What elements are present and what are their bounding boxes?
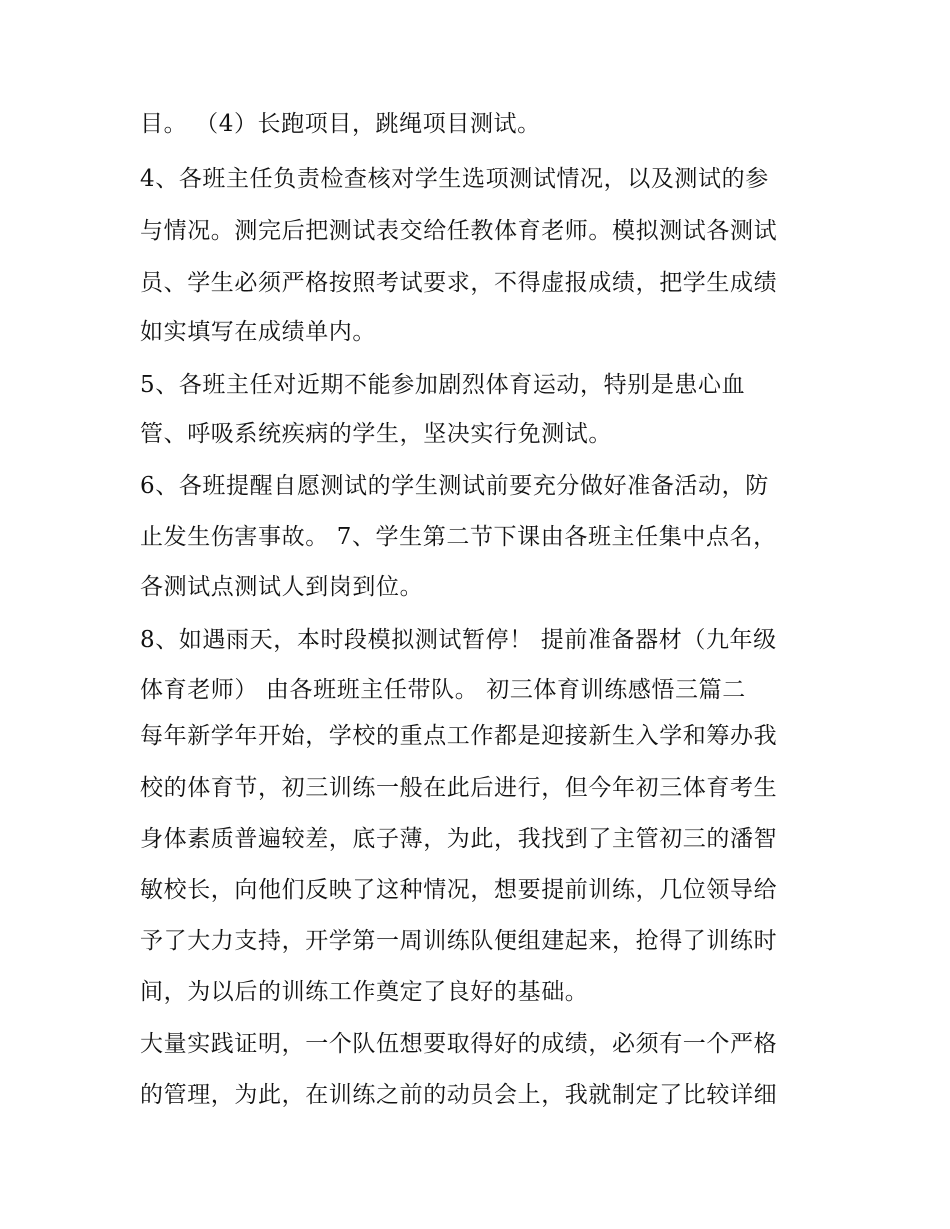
text-line: 如实填写在成绩单内。 <box>140 319 376 345</box>
text-line: 4、各班主任负责检查核对学生选项测试情况，以及测试的参 <box>140 166 769 192</box>
text-line: 敏校长，向他们反映了这种情况，想要提前训练，几位领导给 <box>140 877 778 903</box>
text-line: 大量实践证明，一个队伍想要取得好的成绩，必须有一个严格 <box>140 1031 778 1057</box>
text-line: 各测试点测试人到岗到位。 <box>140 574 424 600</box>
text-line: 5、各班主任对近期不能参加剧烈体育运动，特别是患心血 <box>140 372 746 398</box>
text-line: 间，为以后的训练工作奠定了良好的基础。 <box>140 979 589 1005</box>
text-line: 身体素质普遍较差，底子薄，为此，我找到了主管初三的潘智 <box>140 826 778 852</box>
text-line: 校的体育节，初三训练一般在此后进行，但今年初三体育考生 <box>140 775 778 801</box>
text-line: 与情况。测完后把测试表交给任教体育老师。模拟测试各测试 <box>140 218 778 244</box>
text-line: 的管理，为此，在训练之前的动员会上，我就制定了比较详细 <box>140 1082 778 1108</box>
text-line: 员、学生必须严格按照考试要求，不得虚报成绩，把学生成绩 <box>140 270 778 296</box>
text-line: 体育老师） 由各班班主任带队。 初三体育训练感悟三篇二 <box>140 677 746 703</box>
text-line: 6、各班提醒自愿测试的学生测试前要充分做好准备活动，防 <box>140 473 769 499</box>
text-line: 管、呼吸系统疾病的学生，坚决实行免测试。 <box>140 421 612 447</box>
text-line: 8、如遇雨天，本时段模拟测试暂停！ 提前准备器材（九年级 <box>140 627 777 653</box>
text-line: 每年新学年开始，学校的重点工作都是迎接新生入学和筹办我 <box>140 723 778 749</box>
text-line: 止发生伤害事故。 7、学生第二节下课由各班主任集中点名， <box>140 524 777 550</box>
text-line: 予了大力支持，开学第一周训练队便组建起来，抢得了训练时 <box>140 928 778 954</box>
text-line: 目。 （4）长跑项目，跳绳项目测试。 <box>140 111 541 137</box>
